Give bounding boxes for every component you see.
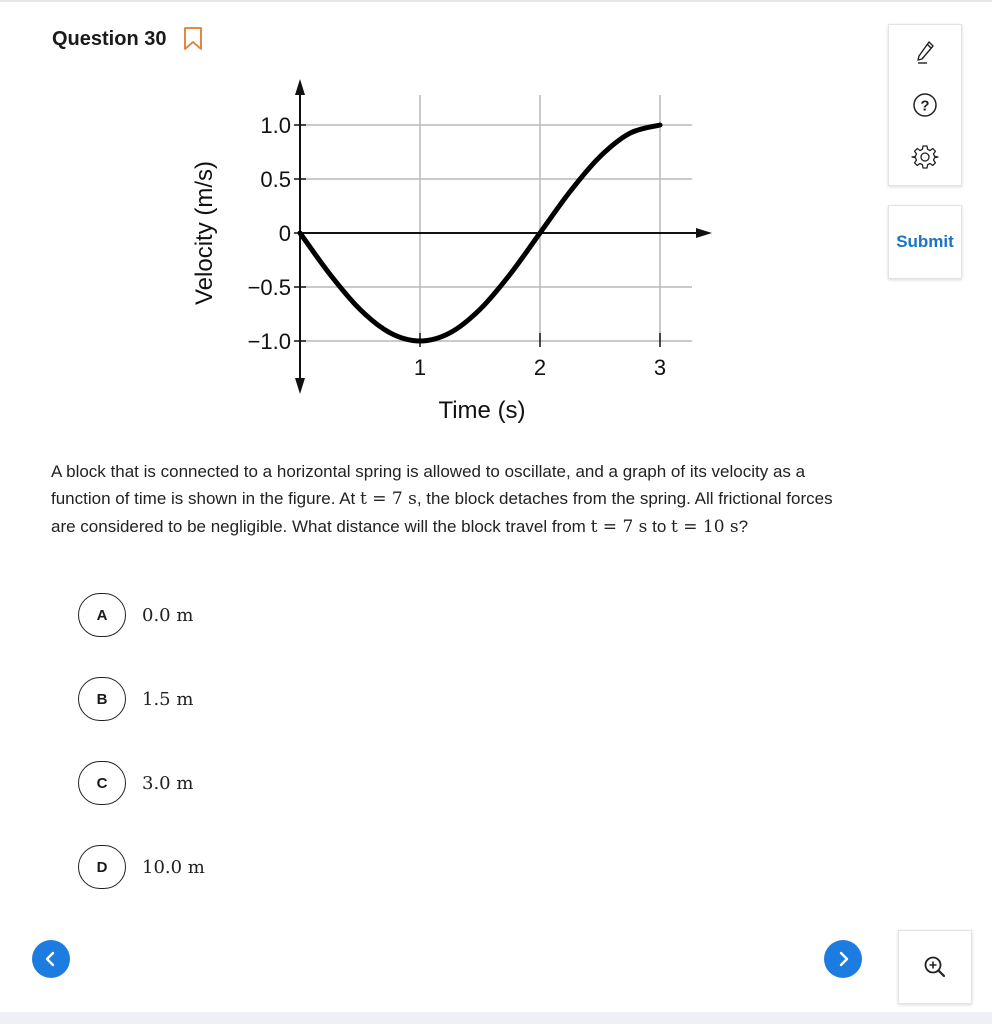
velocity-time-chart	[180, 70, 740, 430]
choice-c[interactable]	[78, 761, 193, 805]
y-axis-arrow-up	[295, 79, 305, 95]
previous-question-button[interactable]	[32, 940, 70, 978]
bookmark-icon[interactable]	[182, 26, 204, 52]
stem-math-t7b: t = 7 s	[590, 517, 648, 537]
question-header	[52, 26, 204, 52]
x-tick-label-0: 1	[413, 355, 427, 380]
pencil-icon[interactable]	[911, 39, 939, 67]
choice-d-text: 10.0 m	[142, 856, 205, 878]
y-tick-label-4: −1.0	[247, 329, 291, 354]
chevron-right-icon	[834, 950, 852, 968]
y-axis-arrow-down	[295, 378, 305, 394]
y-axis-label: Velocity (m/s)	[191, 160, 218, 306]
choice-c-text: 3.0 m	[142, 772, 194, 794]
svg-text:?: ?	[920, 97, 930, 115]
submit-panel	[888, 205, 962, 279]
x-tick-label-2: 3	[653, 355, 667, 380]
x-axis-arrow	[696, 228, 712, 238]
stem-math-t10: t = 10 s	[671, 517, 739, 537]
stem-text-1: A block that is connected to a horizontal spring is allowed to oscillate, and a graph of its velocity as a function of time is shown in the figure. At	[51, 462, 806, 508]
help-icon[interactable]	[911, 91, 939, 119]
y-tick-label-2: 0	[278, 221, 291, 246]
question-title: Question 30	[52, 27, 167, 50]
top-divider	[0, 0, 992, 2]
stem-text-3: to	[647, 517, 672, 536]
y-tick-label-1: 0.5	[260, 167, 291, 192]
submit-button[interactable]: Submit	[896, 232, 954, 251]
x-tick-label-1: 2	[533, 355, 547, 380]
stem-text-4: ?	[738, 517, 749, 536]
y-tick-label-0: 1.0	[260, 113, 291, 138]
tool-panel	[888, 24, 962, 186]
chevron-left-icon	[42, 950, 60, 968]
zoom-in-icon	[922, 954, 948, 980]
choice-b-letter: B	[78, 677, 126, 721]
y-tick-label-3: −0.5	[247, 275, 291, 300]
zoom-button[interactable]	[898, 930, 972, 1004]
stem-text-2: , the block detaches from the spring. All frictional forces are considered to be negligible. What distance will the block travel from	[51, 489, 833, 536]
bottom-bar	[0, 1012, 992, 1024]
choice-b[interactable]	[78, 677, 193, 721]
choice-a-letter: A	[78, 593, 126, 637]
choice-a-text: 0.0 m	[142, 604, 194, 626]
x-axis-label: Time (s)	[438, 397, 526, 424]
choice-d[interactable]	[78, 845, 205, 889]
choice-a[interactable]	[78, 593, 193, 637]
choice-b-text: 1.5 m	[142, 688, 194, 710]
question-stem	[51, 458, 851, 541]
stem-math-t7a: t = 7 s	[360, 489, 417, 509]
choice-d-letter: D	[78, 845, 126, 889]
settings-icon[interactable]	[911, 143, 939, 171]
choice-c-letter: C	[78, 761, 126, 805]
next-question-button[interactable]	[824, 940, 862, 978]
